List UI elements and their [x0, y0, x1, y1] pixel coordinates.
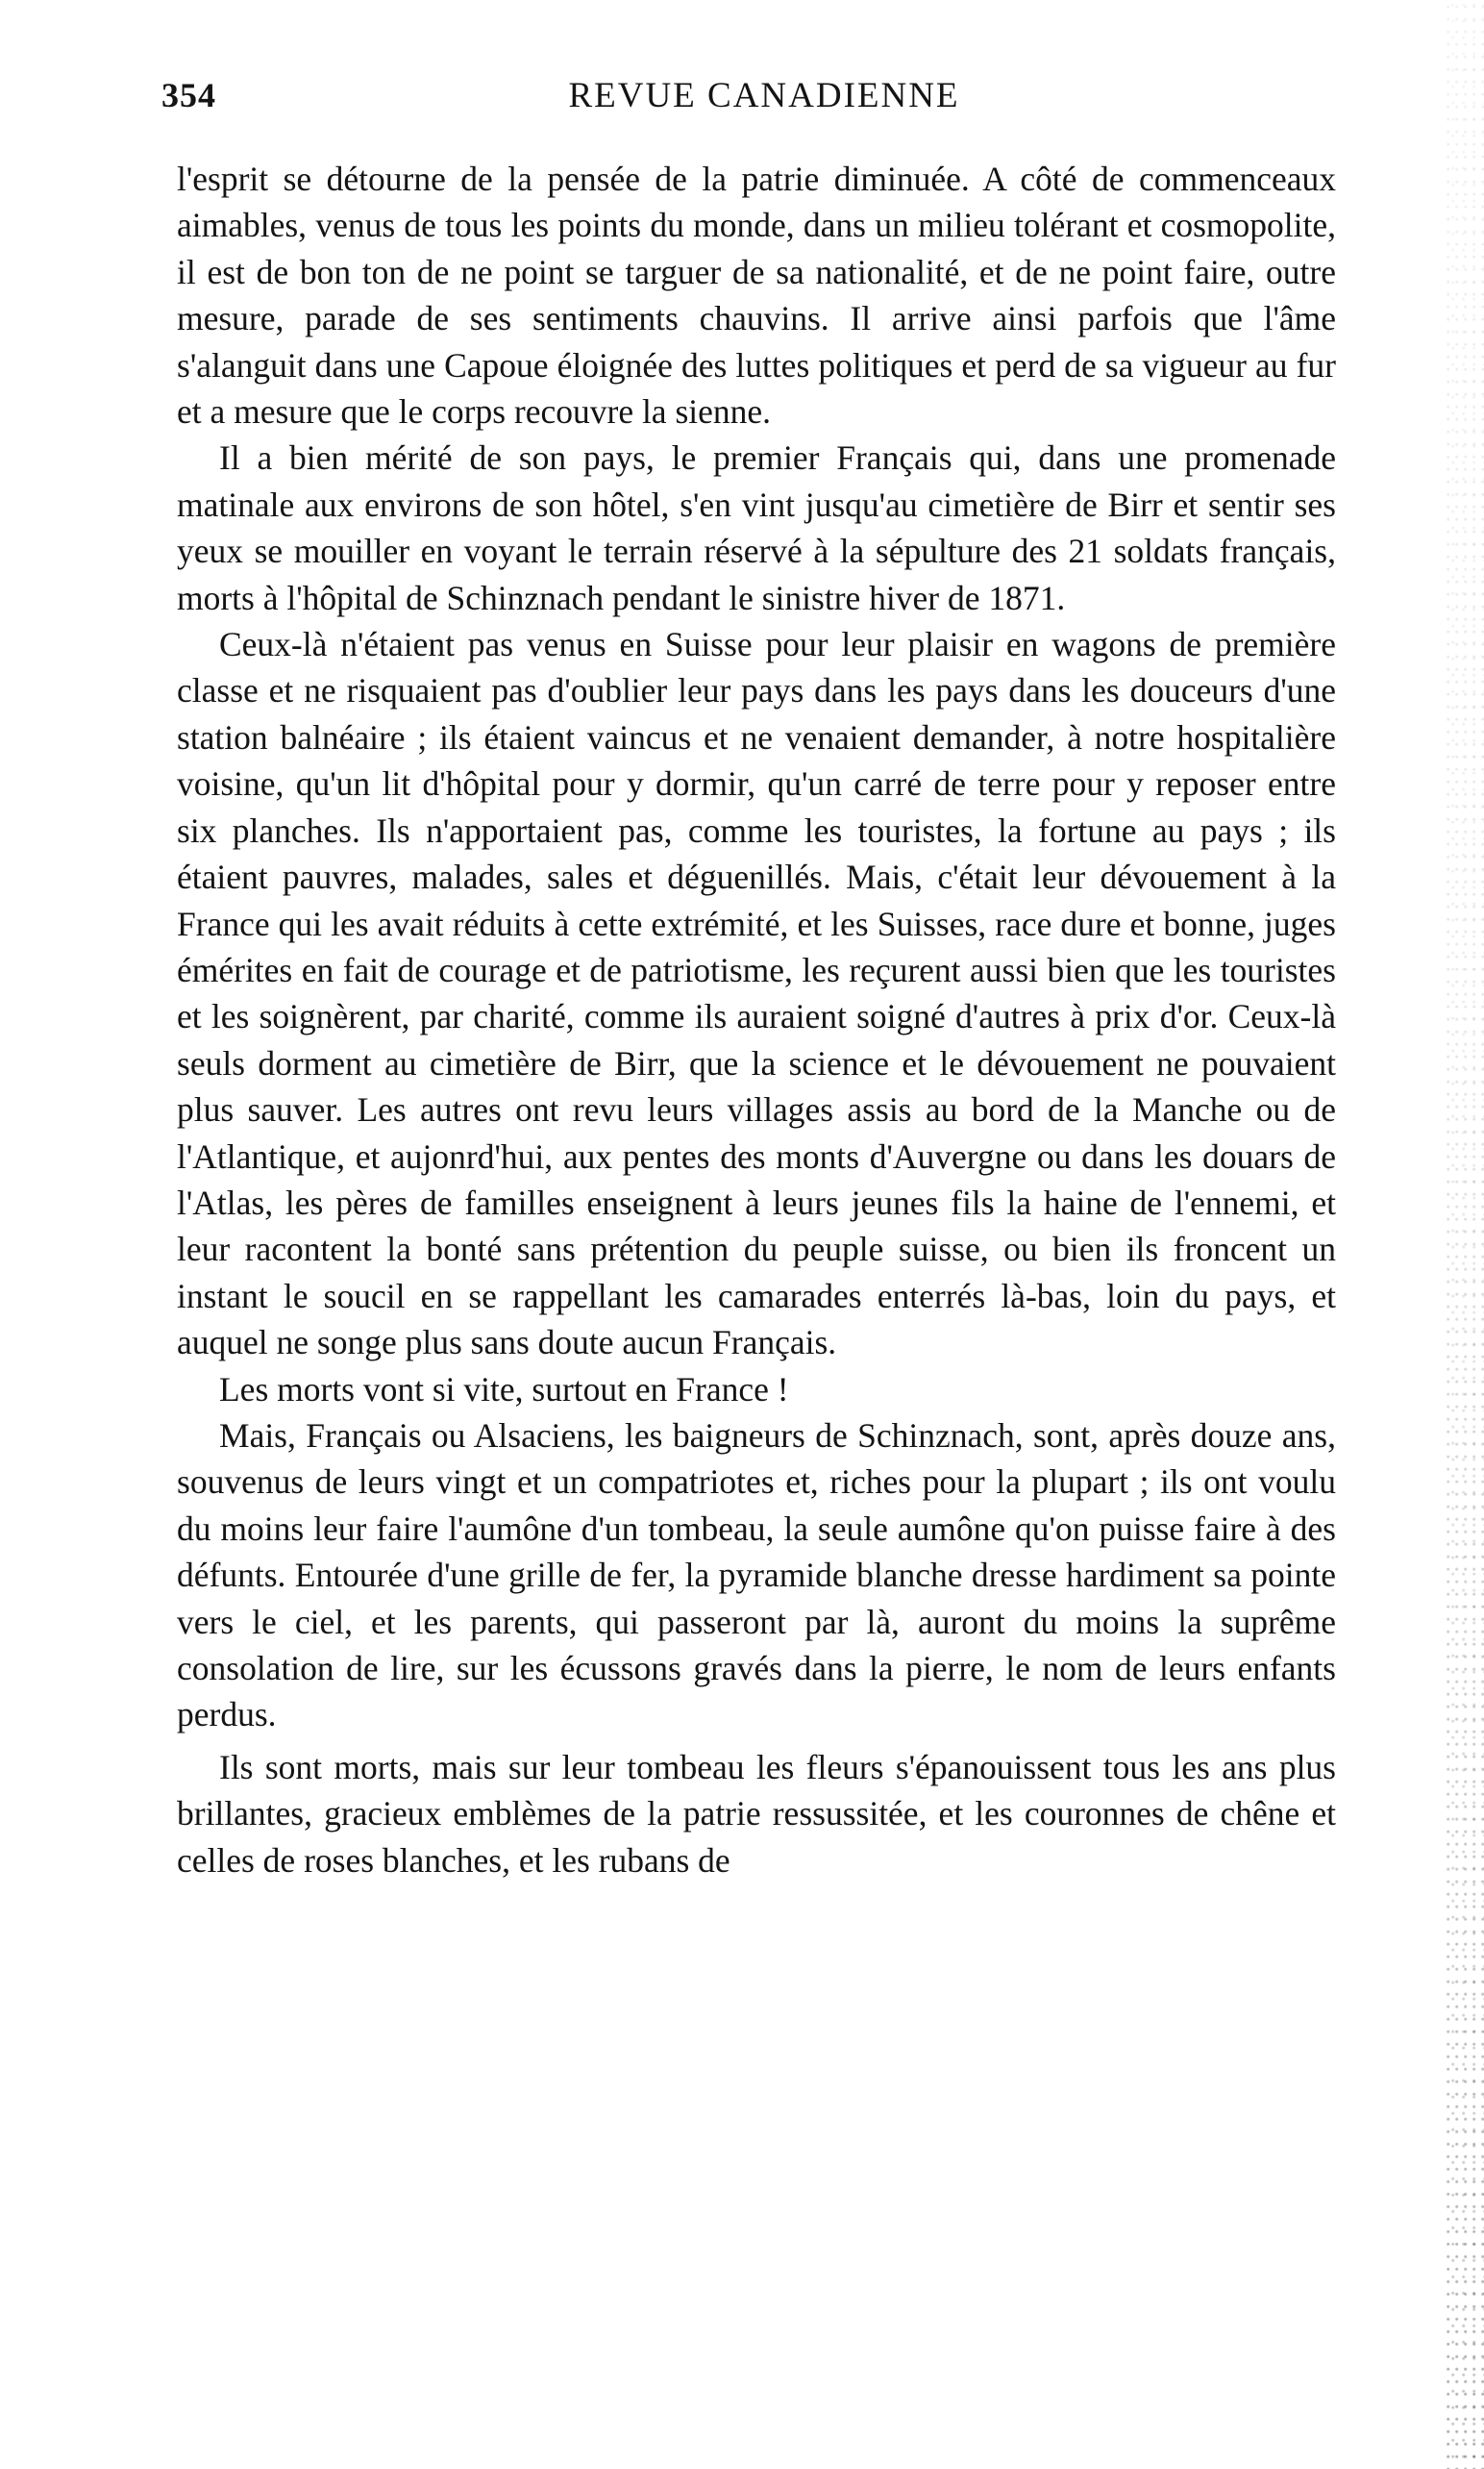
- paragraph-1: l'esprit se détourne de la pensée de la patrie diminuée. A côté de commenceaux aimables, venus de tous les points du monde, dans un milieu tolérant et cosmopolite, il est de bon ton de ne point se targuer de sa nationalité, et de ne point faire, outre mesure, parade de ses sentiments chauvins. Il arrive ainsi parfois que l'âme s'alanguit dans une Capoue éloignée des luttes politiques et perd de sa vigueur au fur et a mesure que le corps recouvre la sienne.: [177, 160, 1336, 432]
- running-title: REVUE CANADIENNE: [568, 76, 960, 115]
- body-text: [177, 156, 1336, 1883]
- page-number: 354: [161, 76, 216, 114]
- paragraph-6: Ils sont morts, mais sur leur tombeau les fleurs s'épanouissent tous les ans plus brillantes, gracieux emblèmes de la patrie ressussitée, et les couronnes de chêne et celles de roses blanches, et les rubans de: [177, 1747, 1336, 1880]
- paragraph-3: Ceux-là n'étaient pas venus en Suisse pour leur plaisir en wagons de première classe et ne risquaient pas d'oublier leur pays dans les pays dans les douceurs d'une station balnéaire ; ils étaient vaincus et ne venaient demander, à notre hospitalière voisine, qu'un lit d'hôpital pour y dormir, qu'un carré de terre pour y reposer entre six planches. Ils n'apportaient pas, comme les touristes, la fortune au pays ; ils étaient pauvres, malades, sales et déguenillés. Mais, c'était leur dévouement à la France qui les avait réduits à cette extrémité, et les Suisses, race dure et bonne, juges émérites en fait de courage et de patriotisme, les reçurent aussi bien que les touristes et les soignèrent, par charité, comme ils auraient soigné d'autres à prix d'or. Ceux-là seuls dorment au cimetière de Birr, que la science et le dévouement ne pouvaient plus sauver. Les autres ont revu leurs villages assis au bord de la Manche ou de l'Atlantique, et aujonrd'hui, aux pentes des monts d'Auvergne ou dans les douars de l'Atlas, les pères de familles enseignent à leurs jeunes fils la haine de l'ennemi, et leur racontent la bonté sans prétention du peuple suisse, ou bien ils froncent un instant le soucil en se rappellant les camarades enterrés là-bas, loin du pays, et auquel ne songe plus sans doute aucun Français.: [177, 625, 1336, 1362]
- paragraph-4: Les morts vont si vite, surtout en France !: [219, 1369, 789, 1409]
- paragraph-2: Il a bien mérité de son pays, le premier Français qui, dans une promenade matinale aux environs de son hôtel, s'en vint jusqu'au cimetière de Birr et sentir ses yeux se mouiller en voyant le terrain réservé à la sépulture des 21 soldats français, morts à l'hôpital de Schinznach pendant le sinistre hiver de 1871.: [177, 438, 1336, 617]
- page-edge-scan-noise: [1446, 0, 1484, 2469]
- paragraph-5: Mais, Français ou Alsaciens, les baigneurs de Schinznach, sont, après douze ans, souvenus de leurs vingt et un compatriotes et, riches pour la plupart ; ils ont voulu du moins leur faire l'aumône d'un tombeau, la seule aumône qu'on puisse faire à des défunts. Entourée d'une grille de fer, la pyramide blanche dresse hardiment sa pointe vers le ciel, et les parents, qui passeront par là, auront du moins la suprême consolation de lire, sur les écussons gravés dans la pierre, le nom de leurs enfants perdus.: [177, 1415, 1336, 1734]
- page-header: [161, 75, 1367, 133]
